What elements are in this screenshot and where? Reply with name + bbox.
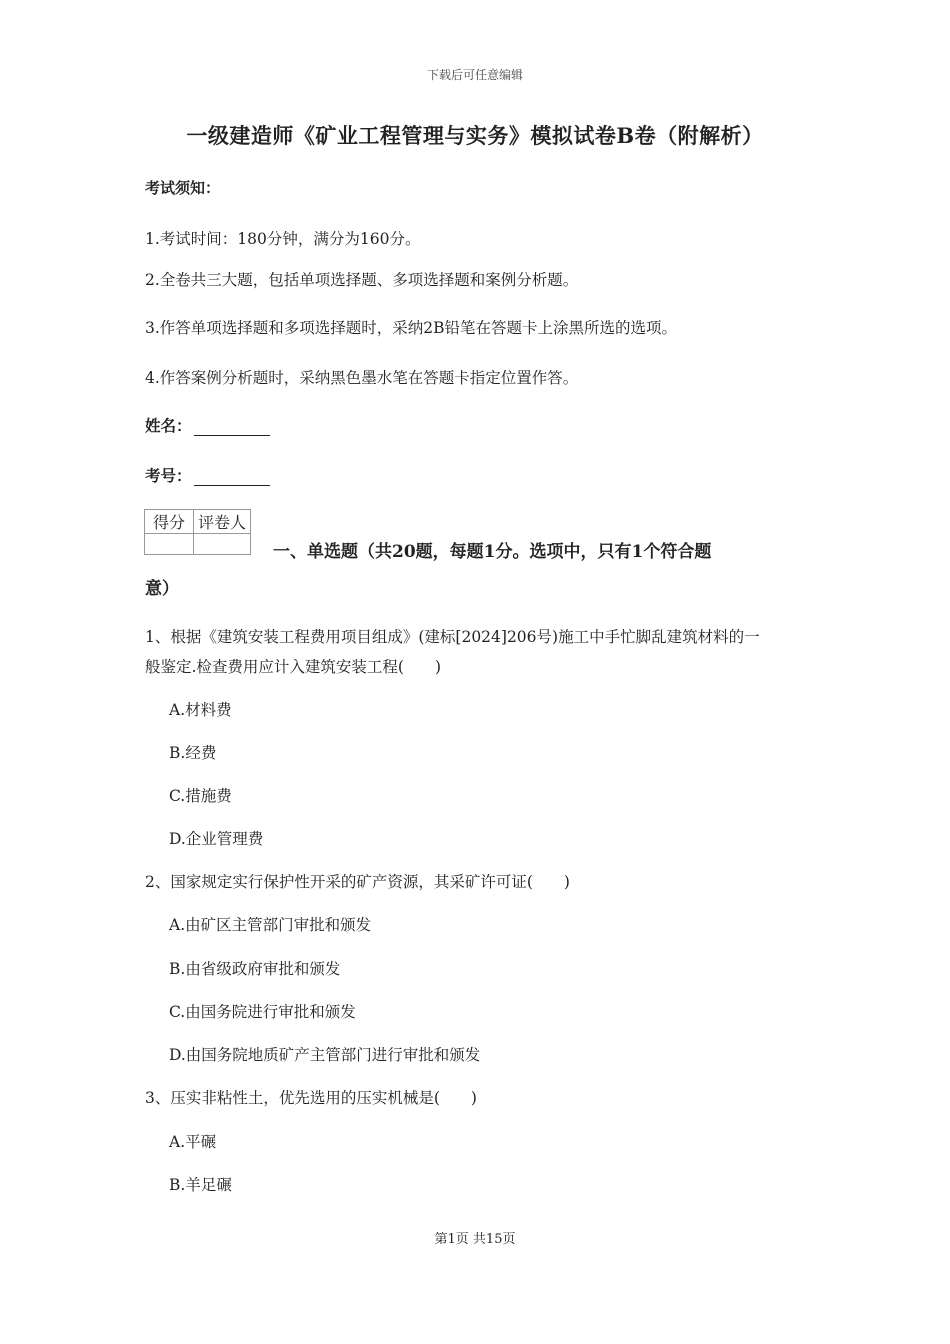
name-label: 姓名： bbox=[145, 416, 192, 435]
option: D.企业管理费 bbox=[169, 830, 264, 848]
option: D.由国务院地质矿产主管部门进行审批和颁发 bbox=[169, 1046, 481, 1064]
option: B.经费 bbox=[169, 744, 217, 762]
page-number: 第1页 共15页 bbox=[434, 1232, 516, 1247]
name-field bbox=[145, 414, 270, 436]
section-title-cont: 意） bbox=[145, 579, 179, 599]
page-header-note: 下载后可任意编辑 bbox=[426, 68, 523, 82]
notice-item: 3.作答单项选择题和多项选择题时，采纳2B铅笔在答题卡上涂黑所选的选项。 bbox=[145, 319, 678, 337]
option: C.由国务院进行审批和颁发 bbox=[169, 1003, 356, 1021]
option: A.由矿区主管部门审批和颁发 bbox=[169, 916, 372, 934]
option: A.平碾 bbox=[169, 1133, 217, 1151]
question-text-cont: 般鉴定.检查费用应计入建筑安装工程( ) bbox=[145, 658, 442, 676]
score-table bbox=[144, 509, 251, 555]
score-header: 得分 bbox=[145, 510, 194, 534]
notice-heading: 考试须知： bbox=[145, 179, 221, 197]
section-title: 一、单选题（共20题，每题1分。选项中，只有1个符合题 bbox=[273, 542, 712, 562]
option: B.由省级政府审批和颁发 bbox=[169, 960, 341, 978]
notice-item: 1.考试时间：180分钟，满分为160分。 bbox=[145, 230, 421, 248]
score-cell bbox=[145, 534, 194, 555]
id-field bbox=[145, 464, 270, 486]
id-blank-line bbox=[194, 468, 270, 486]
name-blank-line bbox=[194, 418, 270, 436]
grader-cell bbox=[194, 534, 251, 555]
question-text: 3、压实非粘性土，优先选用的压实机械是( ) bbox=[145, 1089, 477, 1107]
id-label: 考号： bbox=[145, 466, 192, 485]
notice-item: 2.全卷共三大题，包括单项选择题、多项选择题和案例分析题。 bbox=[145, 271, 579, 289]
document-title: 一级建造师《矿业工程管理与实务》模拟试卷B卷（附解析） bbox=[186, 123, 764, 148]
option: B.羊足碾 bbox=[169, 1176, 232, 1194]
notice-item: 4.作答案例分析题时，采纳黑色墨水笔在答题卡指定位置作答。 bbox=[145, 369, 579, 387]
question-text: 1、根据《建筑安装工程费用项目组成》(建标[2024]206号)施工中手忙脚乱建筑材料的一 bbox=[145, 628, 760, 646]
grader-header: 评卷人 bbox=[194, 510, 251, 534]
option: A.材料费 bbox=[169, 701, 232, 719]
question-text: 2、国家规定实行保护性开采的矿产资源，其采矿许可证( ) bbox=[145, 873, 570, 891]
option: C.措施费 bbox=[169, 787, 232, 805]
